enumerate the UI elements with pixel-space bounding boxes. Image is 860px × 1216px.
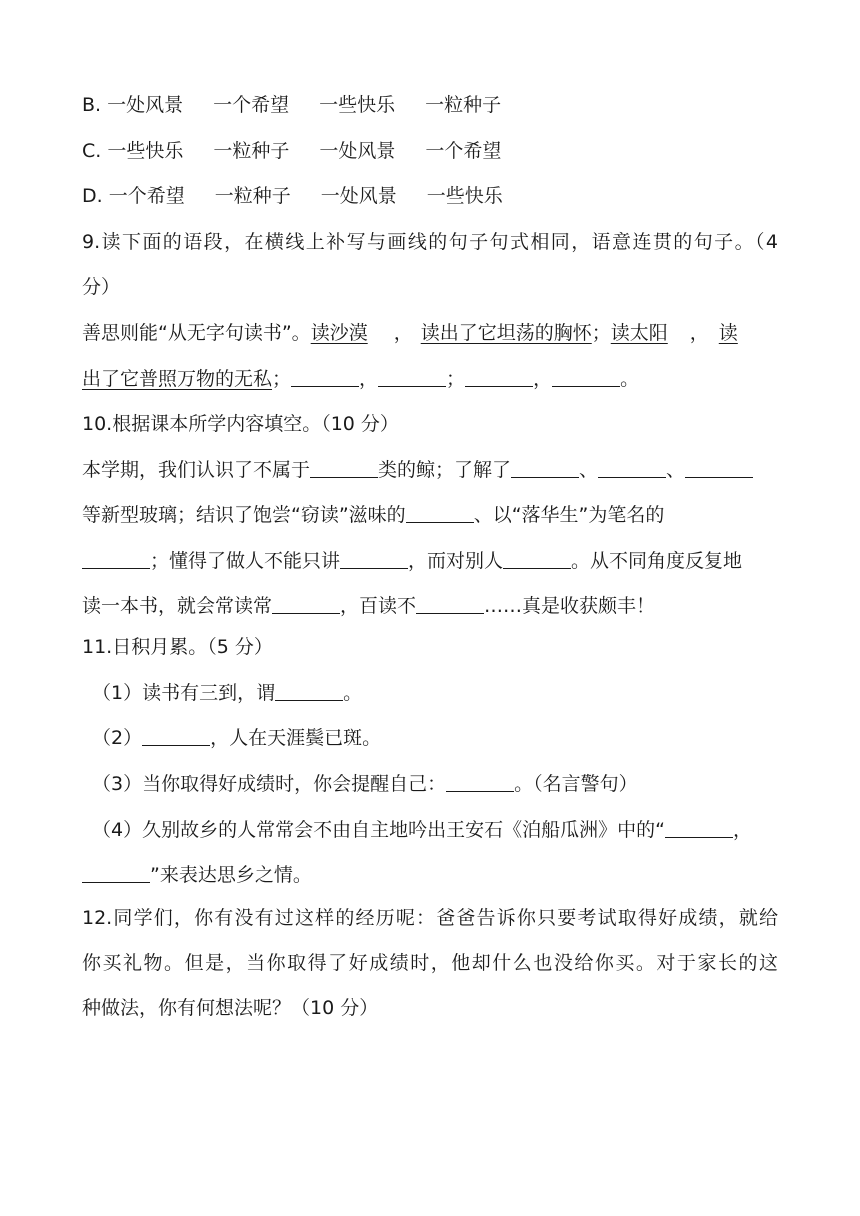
- q11-item-1: [92, 678, 778, 708]
- answer-blank[interactable]: [291, 366, 359, 387]
- answer-blank[interactable]: [310, 457, 378, 478]
- text-segment: ，百读不: [340, 595, 417, 617]
- text-segment: 读一本书，就会常读常: [82, 595, 273, 617]
- underlined-phrase: 出了它普照万物的无私: [82, 368, 273, 390]
- option-item: 一处风景: [319, 140, 396, 162]
- text-segment: 。（名言警句）: [514, 773, 638, 795]
- text-segment: 类的鲸；了解了: [378, 459, 512, 481]
- option-item: 一粒种子: [214, 185, 291, 207]
- option-item: 一粒种子: [213, 140, 290, 162]
- answer-blank[interactable]: [465, 366, 533, 387]
- text-segment: ”来表达思乡之情。: [150, 864, 312, 886]
- option-prefix: B.: [82, 94, 108, 116]
- text-segment: 等新型玻璃；结识了饱尝“窃读”滋味的: [82, 504, 406, 526]
- underlined-phrase: 读出了它坦荡的胸怀: [420, 322, 592, 344]
- answer-blank[interactable]: [275, 680, 343, 701]
- text-segment: （2）: [92, 727, 143, 749]
- q10-line3: [82, 546, 778, 576]
- q11-item-3: [92, 769, 778, 799]
- q11-item-2: [92, 723, 778, 753]
- q11-item-4-cont: [82, 860, 778, 890]
- answer-blank[interactable]: [511, 457, 579, 478]
- q12-line3: 种做法，你有何想法呢？（10 分）: [82, 997, 379, 1019]
- answer-blank[interactable]: [378, 366, 446, 387]
- comma: ，: [689, 322, 709, 344]
- q9-title-line1: 9.读下面的语段，在横线上补写与画线的句子句式相同，语意连贯的句子。（4: [82, 231, 778, 253]
- q9-passage-line1: [82, 318, 778, 348]
- text-segment: ，人在天涯鬓已斑。: [210, 727, 382, 749]
- q9-passage-line2: [82, 364, 778, 394]
- option-item: 一些快乐: [426, 185, 503, 207]
- option-d: [82, 181, 778, 211]
- q10-line4: [82, 591, 778, 621]
- option-prefix: C.: [82, 140, 108, 162]
- text-segment: （4）久别故乡的人常常会不由自主地吟出王安石《泊船瓜洲》中的“: [92, 819, 665, 841]
- text-segment: （1）读书有三到，谓: [92, 682, 276, 704]
- q10-line1: [82, 455, 778, 485]
- comma: ，: [393, 322, 413, 344]
- option-c: [82, 136, 778, 166]
- comma: ，: [533, 368, 553, 390]
- answer-blank[interactable]: [446, 771, 514, 792]
- text-segment: ；懂得了做人不能只讲: [150, 550, 341, 572]
- option-item: 一个希望: [213, 94, 290, 116]
- option-prefix: D.: [82, 185, 109, 207]
- q10-line2: [82, 500, 778, 530]
- underlined-phrase: 读太阳: [610, 322, 668, 344]
- text-segment: 、: [579, 459, 599, 481]
- text-segment: ，而对别人: [408, 550, 504, 572]
- q10-title: 10.根据课本所学内容填空。（10 分）: [82, 413, 399, 435]
- answer-blank[interactable]: [82, 548, 150, 569]
- text-segment: ……真是收获颇丰！: [484, 595, 656, 617]
- underlined-phrase: 读沙漠: [310, 322, 368, 344]
- option-item: 一个希望: [108, 185, 185, 207]
- text-segment: 、以“落华生”为笔名的: [473, 504, 665, 526]
- text-segment: 本学期，我们认识了不属于: [82, 459, 311, 481]
- text-segment: （3）当你取得好成绩时，你会提醒自己：: [92, 773, 447, 795]
- q12-line1: 12.同学们，你有没有过这样的经历呢：爸爸告诉你只要考试取得好成绩，就给: [82, 907, 778, 929]
- option-item: 一些快乐: [107, 140, 184, 162]
- answer-blank[interactable]: [416, 593, 484, 614]
- passage-lead: 善思则能“从无字句读书”。: [82, 322, 311, 344]
- semicolon: ；: [446, 368, 466, 390]
- option-item: 一些快乐: [319, 94, 396, 116]
- option-item: 一个希望: [425, 140, 502, 162]
- text-segment: ，: [732, 819, 752, 841]
- option-b: [82, 90, 778, 120]
- q9-title-line2: 分）: [82, 276, 121, 298]
- period: 。: [620, 368, 640, 390]
- answer-blank[interactable]: [340, 548, 408, 569]
- answer-blank[interactable]: [82, 862, 150, 883]
- answer-blank[interactable]: [598, 457, 666, 478]
- option-item: 一处风景: [107, 94, 184, 116]
- answer-blank[interactable]: [685, 457, 753, 478]
- semicolon: ；: [591, 322, 611, 344]
- semicolon: ；: [272, 368, 292, 390]
- answer-blank[interactable]: [272, 593, 340, 614]
- q11-title: 11.日积月累。（5 分）: [82, 636, 273, 658]
- option-item: 一处风景: [320, 185, 397, 207]
- answer-blank[interactable]: [552, 366, 620, 387]
- comma: ，: [359, 368, 379, 390]
- text-segment: 。: [343, 682, 363, 704]
- underlined-phrase: 读: [718, 322, 738, 344]
- text-segment: 。从不同角度反复地: [571, 550, 743, 572]
- answer-blank[interactable]: [406, 502, 474, 523]
- text-segment: 、: [666, 459, 686, 481]
- answer-blank[interactable]: [503, 548, 571, 569]
- q11-item-4: [92, 815, 778, 845]
- q12-line2: 你买礼物。但是，当你取得了好成绩时，他却什么也没给你买。对于家长的这: [82, 952, 778, 974]
- answer-blank[interactable]: [665, 817, 733, 838]
- option-item: 一粒种子: [425, 94, 502, 116]
- answer-blank[interactable]: [142, 725, 210, 746]
